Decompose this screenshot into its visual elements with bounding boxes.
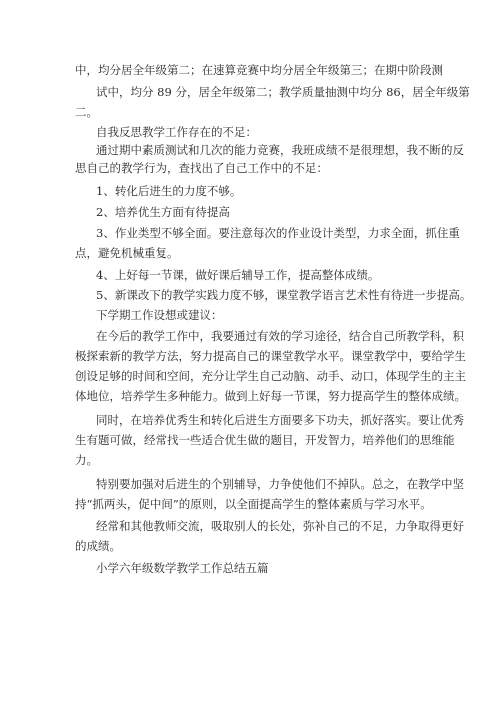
list-item: 5、新课改下的教学实践力度不够，课堂教学语言艺术性有待进一步提高。	[96, 288, 472, 302]
body-text-line: 中，均分居全年级第二；在速算竞赛中均分居全年级第三；在期中阶段测	[75, 63, 443, 77]
body-text-line: 二。	[75, 105, 98, 119]
body-text-line: 试中，均分 89 分，居全年级第二；教学质量抽测中均分 86，居全年级第	[96, 85, 470, 99]
list-item: 1、转化后进生的力度不够。	[96, 184, 242, 198]
section-title: 小学六年级数学教学工作总结五篇	[96, 561, 269, 575]
list-item: 2、培养优生方面有待提高	[96, 205, 230, 219]
section-heading: 自我反思教学工作存在的不足：	[96, 125, 257, 139]
body-text-line: 特别要加强对后进生的个别辅导，力争使他们不掉队。总之，在教学中坚	[96, 477, 464, 491]
body-text-line: 思自己的教学行为，查找出了自己工作中的不足：	[75, 161, 328, 175]
list-item-continuation: 点，避免机械重复。	[75, 246, 179, 260]
body-text-line: 的成绩。	[75, 539, 121, 553]
body-text-line: 生有题可做，经常找一些适合优生做的题目，开发智力，培养他们的思维能	[75, 433, 455, 447]
body-text-line: 体地位，培养学生多种能力。做到上好每一节课，努力提高学生的整体成绩。	[75, 389, 466, 403]
body-text-line: 持“抓两头，促中间”的原则，以全面提高学生的整体素质与学习水平。	[75, 497, 432, 511]
body-text-line: 经常和其他教师交流，吸取别人的长处，弥补自己的不足，力争取得更好	[96, 519, 464, 533]
body-text-line: 通过期中素质测试和几次的能力竞赛，我班成绩不是很理想，我不断的反	[96, 143, 464, 157]
body-text-line: 力。	[75, 453, 98, 467]
body-text-line: 在今后的教学工作中，我要通过有效的学习途径，结合自己所教学科，积	[96, 329, 464, 343]
body-text-line: 创设足够的时间和空间，充分让学生自己动脑、动手、动口，体现学生的主主	[75, 369, 466, 383]
body-text-line: 同时，在培养优秀生和转化后进生方面要多下功夫，抓好落实。要让优秀	[96, 413, 464, 427]
section-heading: 下学期工作设想或建议：	[96, 308, 223, 322]
body-text-line: 极探索新的教学方法，努力提高自己的课堂教学水平。课堂教学中，要给学生	[75, 349, 466, 363]
list-item: 3、作业类型不够全面。要注意每次的作业设计类型，力求全面，抓住重	[96, 226, 460, 240]
list-item: 4、上好每一节课，做好课后辅导工作，提高整体成绩。	[96, 268, 380, 282]
